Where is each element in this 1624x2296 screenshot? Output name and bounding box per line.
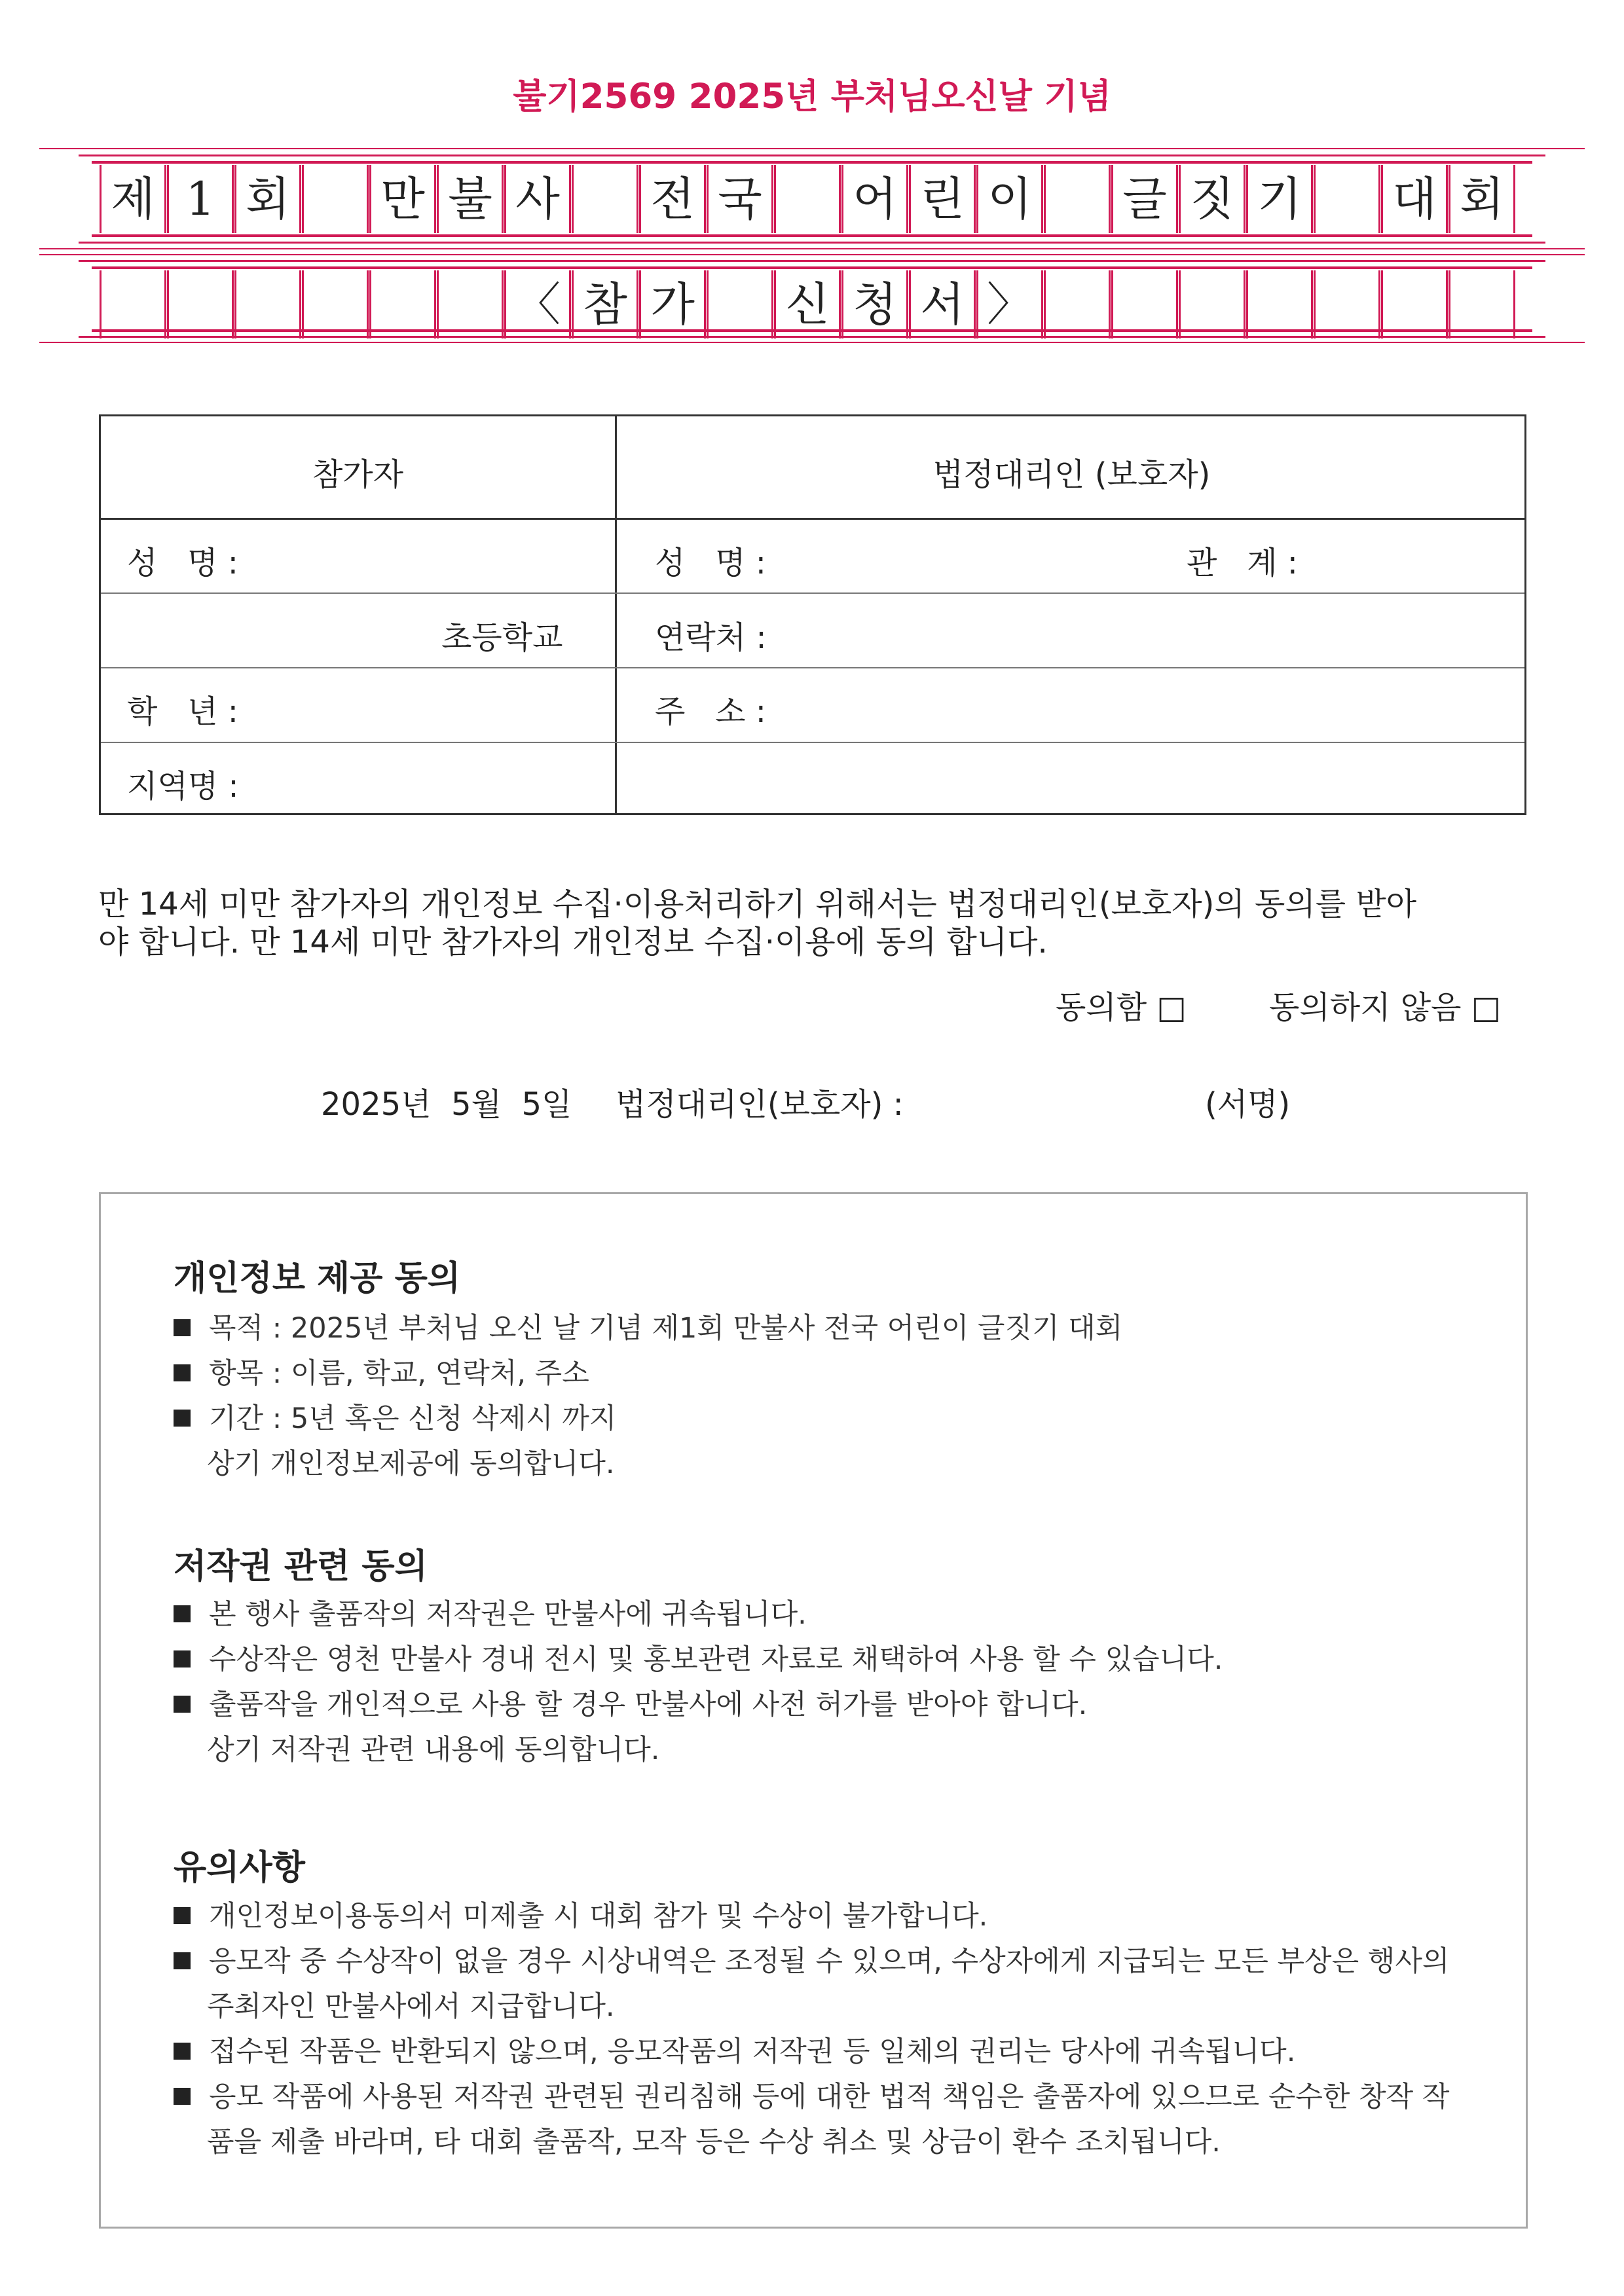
title-grid-cell: 제	[100, 165, 166, 233]
guardian-signature-label: 법정대리인(보호자) :	[616, 1086, 904, 1123]
guardian-header: 법정대리인 (보호자)	[932, 456, 1211, 493]
sign-label: (서명)	[1205, 1086, 1291, 1123]
band-line	[39, 254, 1585, 255]
title-grid-cell	[774, 165, 841, 233]
address-label: 주 소 :	[655, 693, 766, 730]
title-grid-cell: 〈	[504, 270, 571, 338]
guardian-name-label: 성 명 :	[655, 545, 766, 581]
list-item-text: 출품작을 개인적으로 사용 할 경우 만불사에 사전 허가를 받아야 합니다.	[209, 1688, 1088, 1721]
title-grid-cell	[1111, 270, 1178, 338]
list-item	[174, 1351, 589, 1391]
bullet-square-icon	[174, 1907, 191, 1924]
list-item	[174, 1637, 1223, 1677]
title-grid-cell: 만	[369, 165, 436, 233]
title-grid-cell: 국	[707, 165, 773, 233]
list-item-text: 본 행사 출품작의 저작권은 만불사에 귀속됩니다.	[209, 1598, 807, 1631]
list-item-text: 항목 : 이름, 학교, 연락처, 주소	[209, 1357, 589, 1390]
title-grid-cell	[572, 165, 638, 233]
copyright-section-title: 저작권 관련 동의	[174, 1547, 428, 1586]
bullet-square-icon	[174, 1696, 191, 1713]
table-divider	[101, 667, 1524, 668]
bullet-square-icon	[174, 1410, 191, 1427]
band-line	[79, 336, 1545, 338]
list-item-text: 응모작 중 수상작이 없을 경우 시상내역은 조정될 수 있으며, 수상자에게 지급되는 모든 부상은 행사의	[209, 1945, 1450, 1978]
list-item-continuation: 품을 제출 바라며, 타 대회 출품작, 모작 등은 수상 취소 및 상금이 환수 조치됩니다.	[207, 2126, 1221, 2159]
grade-label: 학 년 :	[127, 693, 238, 730]
list-item-text: 수상작은 영천 만불사 경내 전시 및 홍보관련 자료로 채택하여 사용 할 수 있습니다.	[209, 1643, 1223, 1676]
title-grid-cell	[167, 270, 234, 338]
title-grid-cell: 〉	[976, 270, 1043, 338]
title-grid-cell: 청	[841, 270, 908, 338]
participant-name-label: 성 명 :	[127, 545, 238, 581]
band-line	[79, 242, 1545, 244]
title-grid-cell	[1044, 165, 1111, 233]
list-item	[174, 1592, 807, 1632]
title-grid-cell: 기	[1246, 165, 1313, 233]
title-grid-cell	[234, 270, 301, 338]
disagree-checkbox-label[interactable]: 동의하지 않음 □	[1269, 989, 1502, 1026]
signature-date: 2025년 5월 5일	[321, 1086, 572, 1123]
list-item-text: 응모 작품에 사용된 저작권 관련된 권리침해 등에 대한 법적 책임은 출품자에 있으므로 순수한 창작 작	[209, 2081, 1450, 2113]
title-grid-cell	[369, 270, 436, 338]
title-grid-cell: 짓	[1179, 165, 1246, 233]
title-grid-cell	[302, 270, 369, 338]
bullet-square-icon	[174, 1605, 191, 1622]
band-line	[39, 248, 1585, 249]
band-line	[92, 329, 1532, 332]
table-divider	[101, 742, 1524, 743]
list-item	[174, 1683, 1087, 1722]
list-item-text: 접수된 작품은 반환되지 않으며, 응모작품의 저작권 등 일체의 권리는 당사에 귀속됩니다.	[209, 2035, 1296, 2068]
title-grid-cell: 신	[774, 270, 841, 338]
bullet-square-icon	[174, 2043, 191, 2060]
privacy-closing: 상기 개인정보제공에 동의합니다.	[207, 1448, 615, 1480]
list-item-text: 기간 : 5년 혹은 신청 삭제시 까지	[209, 1402, 617, 1435]
band-line	[92, 266, 1532, 269]
contact-label: 연락처 :	[655, 619, 767, 656]
title-grid-cell	[437, 270, 504, 338]
title-grid-cell	[1449, 270, 1515, 338]
participant-header: 참가자	[312, 456, 404, 493]
agree-checkbox-label[interactable]: 동의함 □	[1056, 989, 1187, 1026]
title-grid-cell	[302, 165, 369, 233]
title-grid-cell: 참	[572, 270, 638, 338]
list-item	[174, 1396, 616, 1436]
list-item	[174, 2075, 1449, 2115]
bullet-square-icon	[174, 2088, 191, 2105]
title-grid-cell: 대	[1381, 165, 1448, 233]
list-item	[174, 1939, 1449, 1979]
notes-section-title: 유의사항	[174, 1848, 305, 1887]
title-grid-cell: 어	[841, 165, 908, 233]
band-line	[79, 155, 1545, 156]
title-grid-cell	[1044, 270, 1111, 338]
region-label: 지역명 :	[127, 768, 239, 805]
list-item	[174, 1894, 987, 1934]
list-item-text: 개인정보이용동의서 미제출 시 대회 참가 및 수상이 불가합니다.	[209, 1900, 988, 1933]
list-item	[174, 1306, 1122, 1346]
table-divider	[101, 518, 1524, 520]
band-line	[39, 342, 1585, 343]
band-line	[79, 260, 1545, 262]
application-form-table	[99, 414, 1526, 815]
list-item-continuation: 주최자인 만불사에서 지급합니다.	[207, 1990, 615, 2023]
title-grid-cell	[1381, 270, 1448, 338]
relation-label: 관 계 :	[1187, 545, 1298, 581]
bullet-square-icon	[174, 1319, 191, 1336]
band-line	[39, 148, 1585, 149]
title-grid-cell	[707, 270, 773, 338]
title-grid-cell: 사	[504, 165, 571, 233]
title-grid-cell: 서	[909, 270, 976, 338]
list-item-text: 목적 : 2025년 부처님 오신 날 기념 제1회 만불사 전국 어린이 글짓기 대회	[209, 1312, 1123, 1345]
event-header-title: 불기2569 2025년 부처님오신날 기념	[513, 77, 1111, 117]
bullet-square-icon	[174, 1952, 191, 1969]
title-grid-cell	[1246, 270, 1313, 338]
bullet-square-icon	[174, 1650, 191, 1667]
title-grid-cell	[1179, 270, 1246, 338]
title-grid-cell: 1	[167, 165, 234, 233]
title-grid-cell: 린	[909, 165, 976, 233]
consent-line-1: 만 14세 미만 참가자의 개인정보 수집·이용처리하기 위해서는 법정대리인(보호자)의 동의를 받아	[98, 886, 1417, 922]
band-line	[92, 234, 1532, 237]
table-divider	[101, 592, 1524, 594]
title-grid-cell: 전	[639, 165, 706, 233]
title-grid-cell	[1314, 270, 1380, 338]
consent-line-2: 야 합니다. 만 14세 미만 참가자의 개인정보 수집·이용에 동의 합니다.	[98, 924, 1048, 960]
title-grid-cell: 가	[639, 270, 706, 338]
title-grid-cell: 회	[1449, 165, 1515, 233]
title-grid-cell	[100, 270, 166, 338]
title-grid-cell	[1314, 165, 1380, 233]
title-grid-cell: 불	[437, 165, 504, 233]
band-line	[92, 161, 1532, 164]
bullet-square-icon	[174, 1364, 191, 1381]
privacy-section-title: 개인정보 제공 동의	[174, 1259, 461, 1298]
copyright-closing: 상기 저작권 관련 내용에 동의합니다.	[207, 1734, 660, 1766]
title-grid-cell: 이	[976, 165, 1043, 233]
school-label: 초등학교	[441, 619, 563, 656]
title-grid-cell: 글	[1111, 165, 1178, 233]
title-grid-cell: 회	[234, 165, 301, 233]
list-item	[174, 2030, 1295, 2069]
